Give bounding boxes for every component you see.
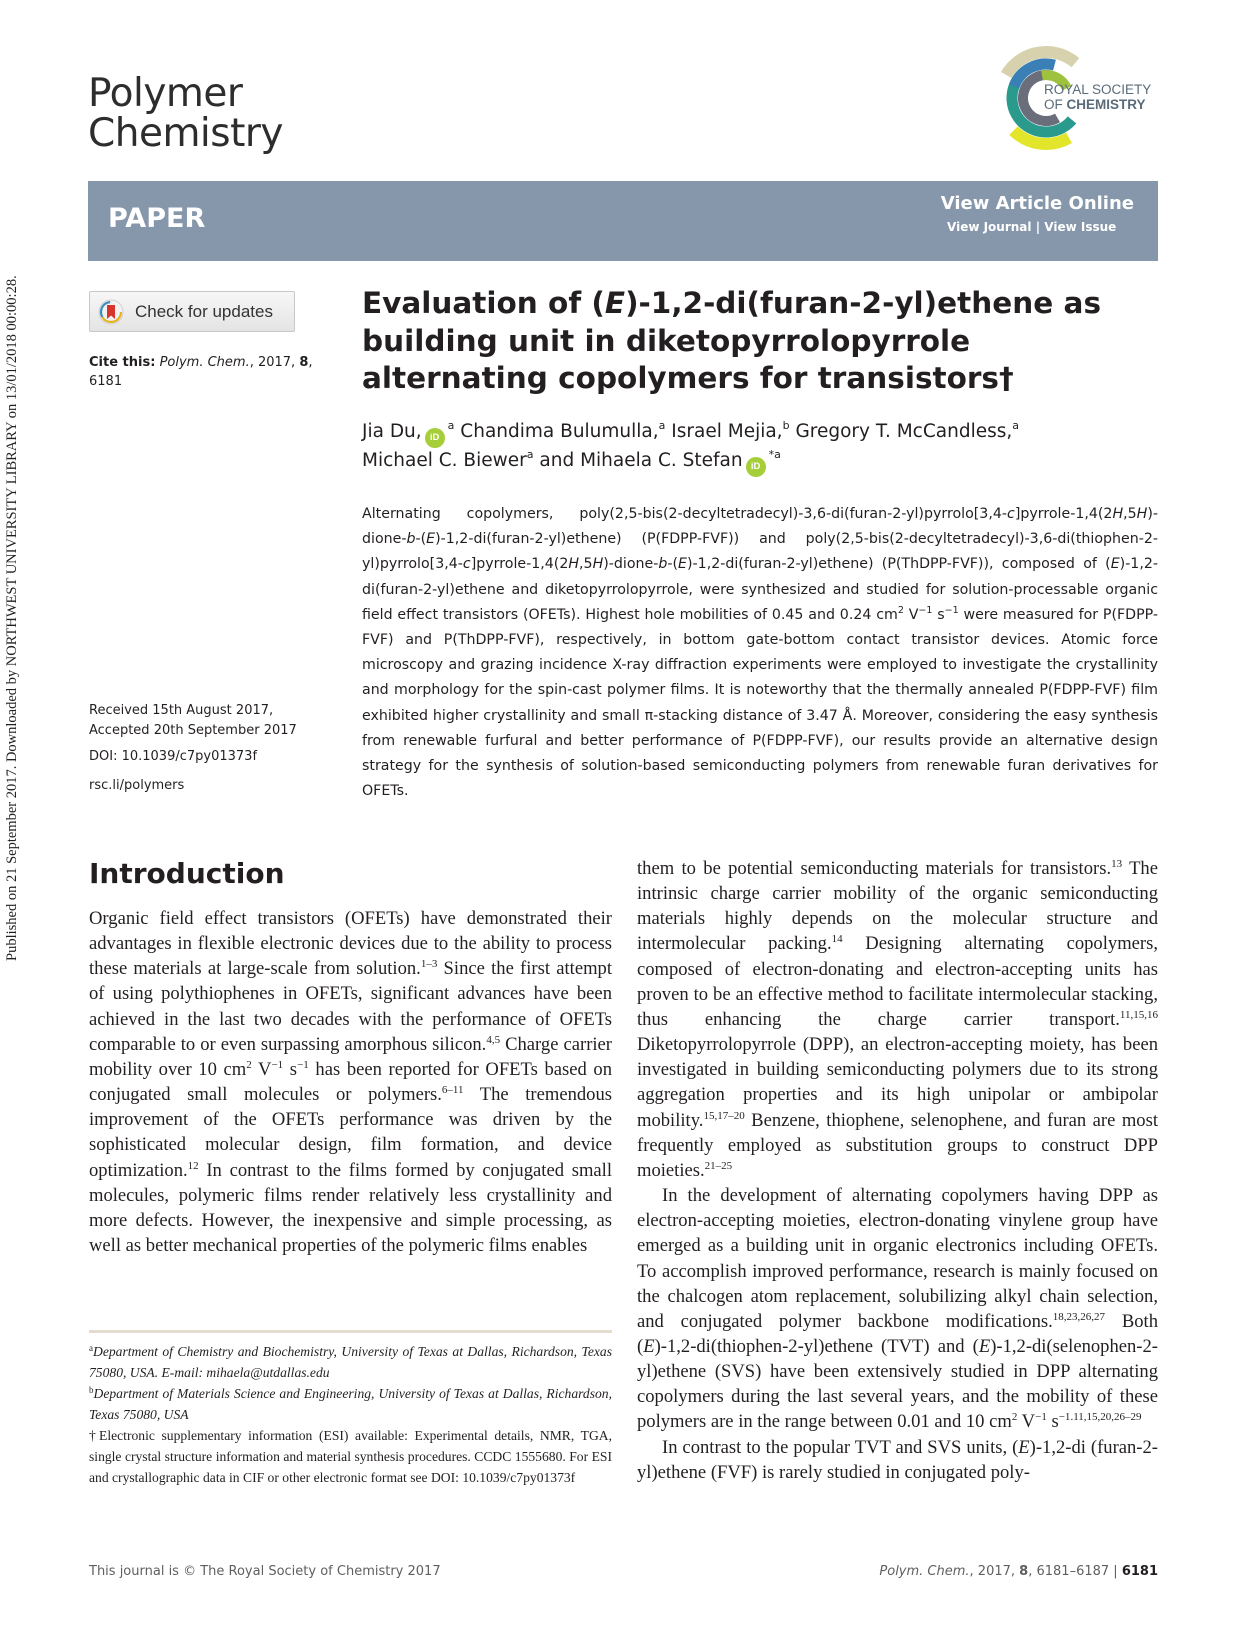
download-note: Published on 21 September 2017. Downloaded by NORTHWEST UNIVERSITY LIBRARY on 13/01/2018 00:00:28.	[4, 275, 20, 961]
section-heading-introduction: Introduction	[89, 857, 285, 890]
paragraph: In the development of alternating copolymers having DPP as electron-accepting moieties, electron-donating vinylene group have emerged as a building unit in organic electronics including OFETs. To accomplish improved performance, research is mainly focused on the chalcogen atom replacement, solubilizing alkyl chain selection, and conjugated polymer backbone modifications.$^{18,23,26,27}$ Both (E)-1,2-di(thiophen-2-yl)ethene (TVT) and (E)-1,2-di(selenophen-2-yl)ethene (SVS) have been extensively studied in DPP alternating copolymers during the last several years, and the mobility of these polymers are in the range between 0.01 and 10 $cm^2$ $V^{-1}$ $s^{-1.11,15,20,26-29}$	[637, 1185, 1159, 1433]
orcid-icon[interactable]: iD	[425, 428, 445, 448]
footnotes	[89, 1341, 612, 1488]
footer-year: , 2017,	[969, 1564, 1020, 1579]
rsc-logo-prefix: OF	[1044, 97, 1067, 112]
author-affiliation: a	[658, 419, 666, 432]
received-date: Received 15th August 2017,	[89, 703, 274, 718]
orcid-icon[interactable]: iD	[746, 457, 766, 477]
reference-superscript[interactable]: 21–25	[704, 1159, 733, 1172]
footnote-esi: †Electronic supplementary information (ESI) available: Experimental details, NMR, TGA, single crystal structure information and material synthesis procedures. CCDC 1555680. For ESI and crystallographic data in CIF or other electronic format see DOI: 10.1039/c7py01373f	[89, 1428, 612, 1485]
view-links	[947, 220, 1116, 234]
footer-pages: , 6181–6187	[1028, 1564, 1110, 1579]
bookmark-check-icon	[98, 299, 124, 325]
author-name: Michael C. Biewer	[362, 450, 527, 471]
footnote-divider	[89, 1330, 612, 1333]
author-name: and Mihaela C. Stefan	[533, 450, 743, 471]
journal-title-line2: Chemistry	[88, 111, 283, 156]
footer-citation	[879, 1564, 1158, 1579]
title-part: )-1,2-di(furan-2-yl)ethene as building unit in diketopyrrolopyrrole alternating copolymers for transistors†	[362, 286, 1102, 395]
rsc-logo	[990, 42, 1160, 154]
paragraph: Organic field effect transistors (OFETs) have demonstrated their advantages in flexible electronic devices due to the ability to process these materials at large-scale from solution.$^{1-3}$ Since the first attempt of using polythiophenes in OFETs, significant advances have been achieved in the last two decades with the performance of OFETs comparable to or even surpassing amorphous silicon.$^{4,5}$ Charge carrier mobility over 10 $cm^2$ $V^{-1}$ $s^{-1}$ has been reported for OFETs based on conjugated small molecules or polymers.$^{6-11}$ The tremendous improvement of the OFETs performance was driven by the sophisticated molecular design, film formation, and device optimization.$^{12}$ In contrast to the films formed by conjugated small molecules, polymeric films render relatively less crystallinity and more defects. However, the inexpensive and simple processing, as well as better mechanical properties of the polymeric films enables	[89, 908, 613, 1257]
author-name: Jia Du,	[362, 421, 422, 442]
journal-title-line1: Polymer	[88, 71, 243, 116]
footnote-affiliation-b: $^b$Department of Materials Science and Engineering, University of Texas at Dallas, Richardson, Texas 75080, USA	[89, 1385, 612, 1422]
footer-copyright: This journal is © The Royal Society of Chemistry 2017	[89, 1564, 441, 1579]
author-affiliation: a	[447, 419, 455, 432]
footer-journal: Polym. Chem.	[879, 1564, 970, 1579]
view-article-online-link[interactable]: View Article Online	[940, 193, 1134, 214]
reference-superscript[interactable]: 18,23,26,27	[1052, 1310, 1106, 1323]
cite-page: , 6181	[89, 355, 313, 389]
article-type-label: PAPER	[108, 203, 206, 234]
title-italic: E	[604, 286, 626, 320]
reference-superscript[interactable]: 15,17–20	[703, 1109, 745, 1122]
journal-title	[88, 71, 283, 156]
body-column-left	[89, 906, 612, 1258]
author-affiliation: a	[1012, 419, 1020, 432]
rsc-logo-line2	[1044, 97, 1151, 112]
rsc-logo-bold: CHEMISTRY	[1066, 97, 1146, 112]
footer-separator: |	[1109, 1564, 1122, 1579]
journal-url-link[interactable]: rsc.li/polymers	[89, 777, 185, 793]
author-affiliation: a	[526, 448, 534, 461]
author-name: Chandima Bulumulla,	[454, 421, 659, 442]
doi: DOI: 10.1039/c7py01373f	[89, 749, 258, 764]
cite-label: Cite this:	[89, 355, 156, 370]
author-name: Gregory T. McCandless,	[789, 421, 1013, 442]
cite-year: , 2017,	[249, 355, 300, 370]
check-for-updates-button[interactable]	[89, 291, 295, 332]
body-column-right	[637, 856, 1158, 1485]
reference-superscript[interactable]: 13	[1111, 858, 1123, 870]
paragraph: In contrast to the popular TVT and SVS units, (E)-1,2-di (furan-2-yl)ethene (FVF) is rarely studied in conjugated poly-	[637, 1436, 1158, 1483]
view-links-separator: |	[1031, 220, 1045, 234]
footnote-affiliation-a: $^a$Department of Chemistry and Biochemistry, University of Texas at Dallas, Richardson, Texas 75080, USA. E-mail: mihaela@utdallas.edu	[89, 1343, 612, 1380]
reference-superscript[interactable]: 11,15,16	[1119, 1008, 1158, 1021]
article-title	[362, 285, 1152, 398]
footer-volume: 8	[1019, 1564, 1029, 1579]
view-journal-link[interactable]: View Journal	[947, 220, 1032, 234]
author-list	[362, 419, 1152, 477]
article-type-banner	[88, 181, 1158, 261]
page-number: 6181	[1121, 1564, 1158, 1579]
abstract: Alternating copolymers, poly(2,5-bis(2-decyltetradecyl)-3,6-di(furan-2-yl)pyrrolo[3,4-c]pyrrole-1,4(2H,5H)-dione-b-(E)-1,2-di(furan-2-yl)ethene) (P(FDPP-FVF)) and poly(2,5-bis(2-decyltetradecyl)-3,6-di(thiophen-2-yl)pyrrolo[3,4-c]pyrrole-1,4(2H,5H)-dione-b-(E)-1,2-di(furan-2-yl)ethene) (P(ThDPP-FVF)), composed of (E)-1,2-di(furan-2-yl)ethene and diketopyrrolopyrrole, were synthesized and studied for solution-processable organic field effect transistors (OFETs). Highest hole mobilities of 0.45 and 0.24 $cm^2$ $V^{-1}$ $s^{-1}$ were measured for P(FDPP-FVF) and P(ThDPP-FVF), respectively, in bottom gate-bottom contact transistor devices. Atomic force microscopy and grazing incidence X-ray diffraction experiments were employed to investigate the crystallinity and morphology for the spin-cast polymer films. It is noteworthy that the thermally annealed P(FDPP-FVF) film exhibited higher crystallinity and small π-stacking distance of 3.47 Å. Moreover, considering the easy synthesis from renewable furfural and better performance of P(FDPP-FVF), our results provide an alternative design strategy for the synthesis of solution-based semiconducting polymers from renewable furan derivatives for OFETs.	[362, 506, 1158, 800]
citation-info	[89, 353, 319, 391]
reference-superscript[interactable]: 6–11	[441, 1084, 464, 1097]
title-part: Evaluation of (	[362, 286, 605, 320]
author-affiliation: b	[782, 419, 790, 432]
accepted-date: Accepted 20th September 2017	[89, 722, 297, 738]
reference-superscript[interactable]: 12	[187, 1159, 199, 1172]
reference-superscript[interactable]: 14	[831, 933, 843, 946]
rsc-logo-text	[1044, 82, 1151, 112]
author-affiliation: *a	[768, 448, 781, 461]
reference-superscript[interactable]: 4,5	[486, 1033, 501, 1046]
reference-superscript[interactable]: .11,15,20,26–29	[1070, 1411, 1142, 1424]
paragraph: them to be potential semiconducting materials for transistors.$^{13}$ The intrinsic charge carrier mobility of the organic semiconducting materials highly depends on the molecular structure and intermolecular packing.$^{14}$ Designing alternating copolymers, composed of electron-donating and electron-accepting units has proven to be an effective method to facilitate intermolecular stacking, thus enhancing the charge carrier transport.$^{11,15,16}$ Diketopyrrolopyrrole (DPP), an electron-accepting moiety, has been investigated in building semiconducting polymers due to its strong aggregation properties and its high unipolar or ambipolar mobility.$^{15,17-20}$ Benzene, thiophene, selenophene, and furan are most frequently employed as substitution groups to construct DPP moieties.$^{21-25}$	[637, 858, 1158, 1181]
check-for-updates-label: Check for updates	[135, 301, 273, 321]
reference-superscript[interactable]: 1–3	[420, 958, 438, 971]
cite-volume: 8	[299, 355, 309, 370]
view-issue-link[interactable]: View Issue	[1044, 220, 1117, 234]
cite-journal: Polym. Chem.	[159, 355, 250, 370]
publication-dates	[89, 701, 329, 795]
rsc-logo-line1: ROYAL SOCIETY	[1044, 82, 1152, 97]
author-name: Israel Mejia,	[665, 421, 783, 442]
